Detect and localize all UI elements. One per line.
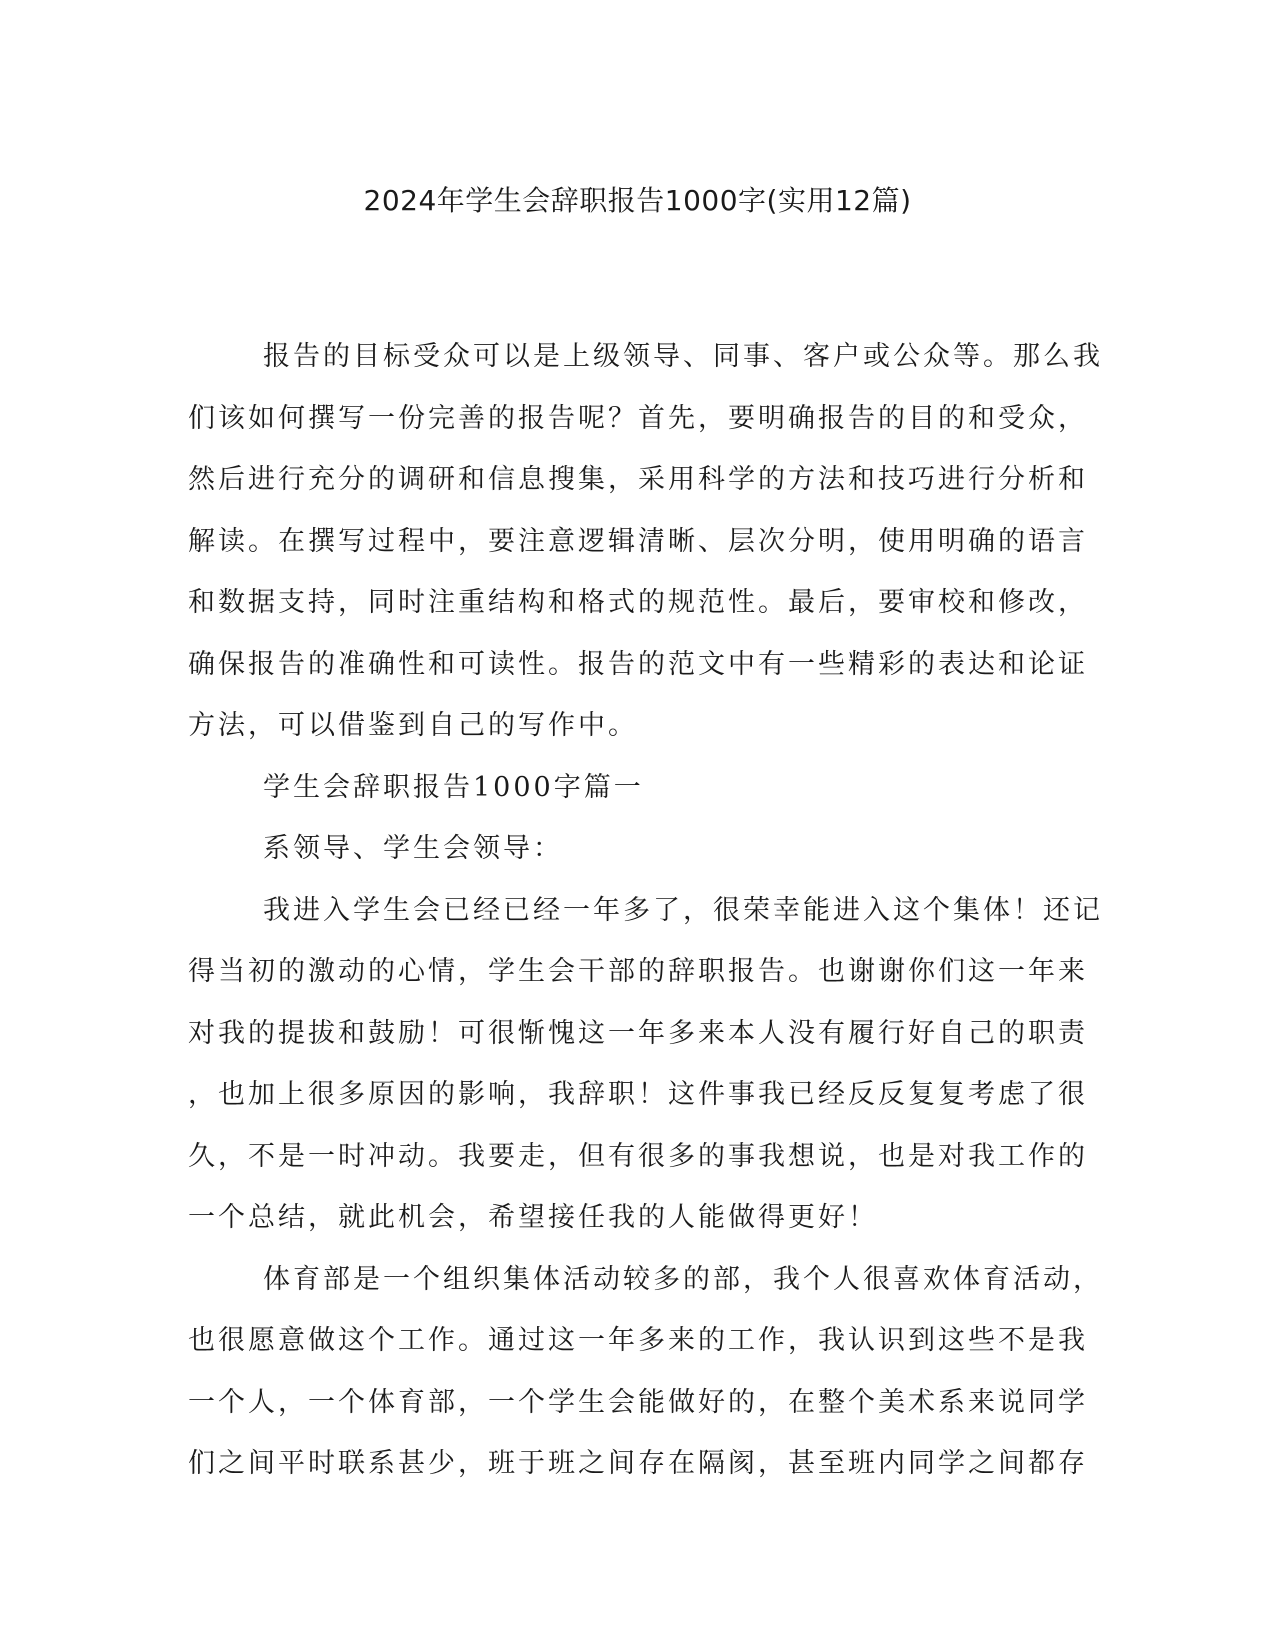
salutation: 系领导、学生会领导： — [263, 833, 563, 864]
text-line: 得当初的激动的心情，学生会干部的辞职报告。也谢谢你们这一年来 — [188, 956, 1088, 987]
text-line: 和数据支持，同时注重结构和格式的规范性。最后，要审校和修改， — [188, 587, 1088, 618]
text-line: 然后进行充分的调研和信息搜集，采用科学的方法和技巧进行分析和 — [188, 464, 1088, 495]
section-heading: 学生会辞职报告1000字篇一 — [263, 771, 644, 803]
document-title: 2024年学生会辞职报告1000字(实用12篇) — [363, 184, 912, 217]
text-line: 报告的目标受众可以是上级领导、同事、客户或公众等。那么我 — [263, 341, 1103, 372]
text-line: 确保报告的准确性和可读性。报告的范文中有一些精彩的表达和论证 — [188, 648, 1088, 680]
text-line: 们该如何撰写一份完善的报告呢？首先，要明确报告的目的和受众， — [188, 402, 1088, 434]
text-line: 一个总结，就此机会，希望接任我的人能做得更好！ — [188, 1202, 878, 1233]
text-line: 体育部是一个组织集体活动较多的部，我个人很喜欢体育活动， — [263, 1263, 1103, 1295]
text-line: 们之间平时联系甚少，班于班之间存在隔阂，甚至班内同学之间都存 — [188, 1448, 1088, 1479]
text-line: 解读。在撰写过程中，要注意逻辑清晰、层次分明，使用明确的语言 — [188, 525, 1088, 557]
text-line: 也很愿意做这个工作。通过这一年多来的工作，我认识到这些不是我 — [188, 1325, 1088, 1356]
text-line: 方法，可以借鉴到自己的写作中。 — [188, 710, 638, 741]
text-line: 我进入学生会已经已经一年多了，很荣幸能进入这个集体！还记 — [263, 894, 1103, 926]
text-line: 一个人，一个体育部，一个学生会能做好的，在整个美术系来说同学 — [188, 1386, 1088, 1418]
text-line: 久，不是一时冲动。我要走，但有很多的事我想说，也是对我工作的 — [188, 1140, 1088, 1172]
text-line: 对我的提拔和鼓励！可很惭愧这一年多来本人没有履行好自己的职责 — [188, 1017, 1088, 1049]
text-line: ，也加上很多原因的影响，我辞职！这件事我已经反反复复考虑了很 — [188, 1079, 1088, 1110]
document-body — [188, 326, 1103, 1495]
